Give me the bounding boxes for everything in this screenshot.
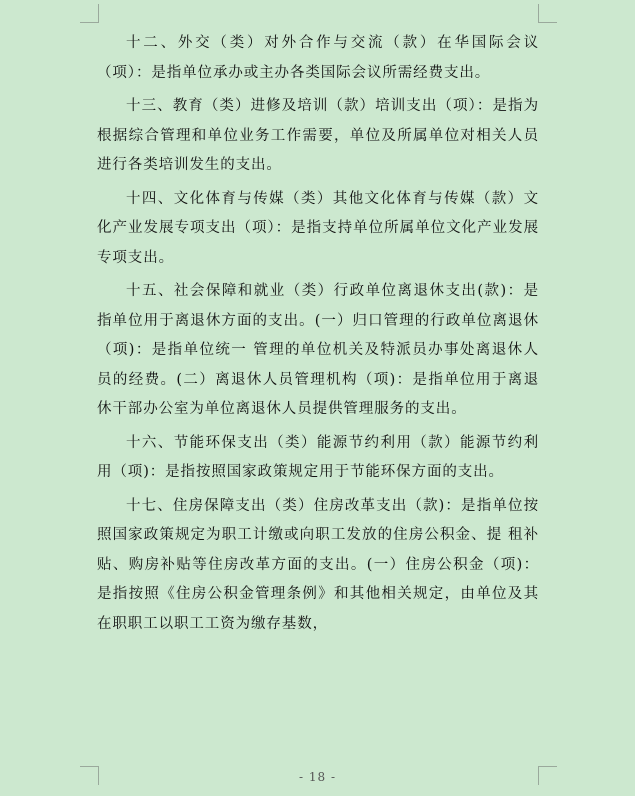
- paragraph-education: 十三、教育（类）进修及培训（款）培训支出（项）：是指为根据综合管理和单位业务工作需要，单位及所属单位对相关人员进行各类培训发生的支出。: [97, 98, 539, 173]
- document-body: [97, 29, 539, 643]
- paragraph-foreign-affairs: 十二、外交（类）对外合作与交流（款）在华国际会议（项）：是指单位承办或主办各类国际会议所需经费支出。: [97, 35, 539, 81]
- crop-mark-top-right: [538, 4, 557, 23]
- page-number: - 18 -: [298, 770, 336, 784]
- paragraph-housing-security: 十七、住房保障支出（类）住房改革支出（款)：是指单位按照国家政策规定为职工计缴或向职工发放的住房公积金、提 租补贴、购房补贴等住房改革方面的支出。(一）住房公积金（项)：是指按照《住房公积金管理条例》和其他相关规定，由单位及其在职职工以职工工资为缴存基数，: [97, 497, 539, 632]
- paragraph-energy-conservation: 十六、节能环保支出（类）能源节约利用（款）能源节约利 用（项)：是指按照国家政策规定用于节能环保方面的支出。: [97, 434, 539, 480]
- paragraph-culture-sports-media: 十四、文化体育与传媒（类）其他文化体育与传媒（款）文化产业发展专项支出（项）：是指支持单位所属单位文化产业发展专项支出。: [97, 190, 539, 266]
- crop-mark-top-left: [80, 4, 99, 23]
- paragraph-social-security: 十五、社会保障和就业（类）行政单位离退休支出(款)：是指单位用于离退休方面的支出。(一）归口管理的行政单位离退休（项)：是指单位统一 管理的单位机关及特派员办事处离退休人员的经费。(二）离退休人员管理机构（项)：是指单位用于离退休干部办公室为单位离退休人员提供管理服务的支出。: [97, 283, 539, 417]
